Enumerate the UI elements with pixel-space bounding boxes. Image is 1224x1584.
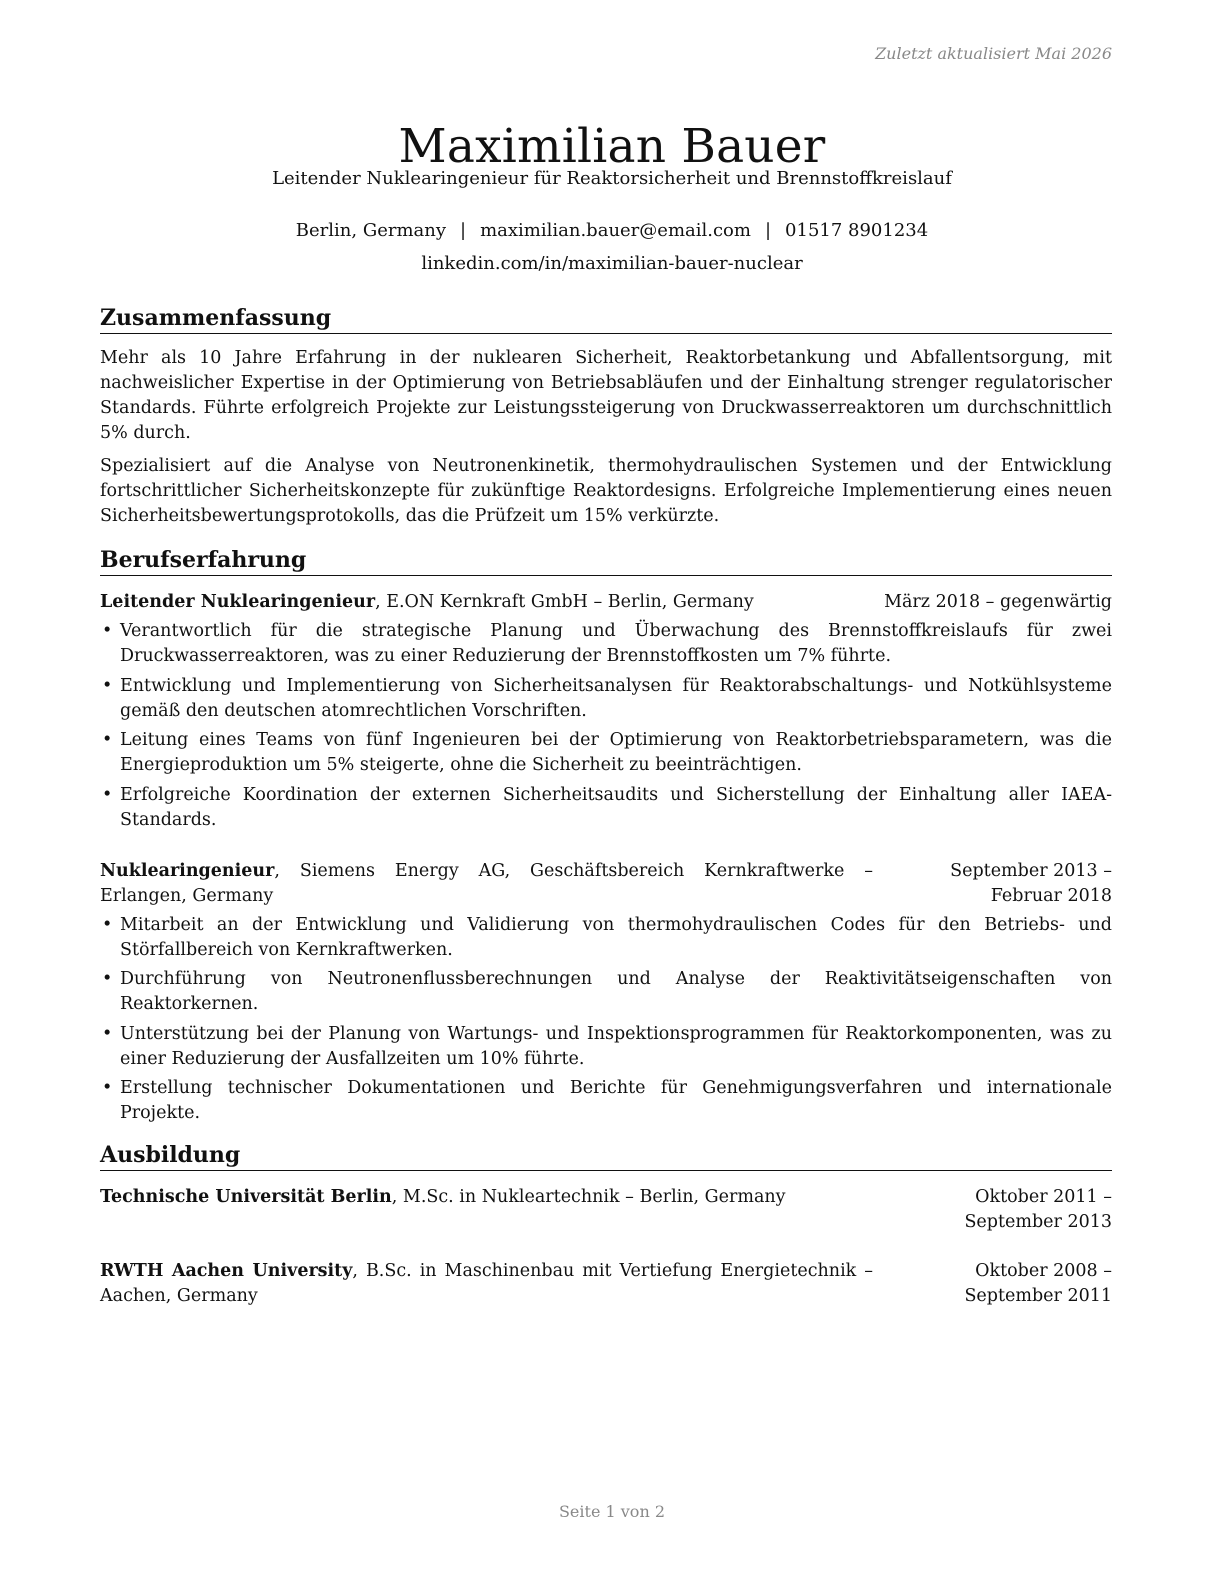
job-entry (100, 859, 1112, 1127)
experience-section (100, 547, 1112, 1126)
separator: | (460, 220, 467, 241)
education-school: Technische Universität Berlin (100, 1187, 392, 1207)
separator: | (764, 220, 772, 241)
job-org: , Siemens Energy AG, Geschäftsbereich Kernkraftwerke – Erlangen, Germany (100, 860, 873, 906)
education-detail: , M.Sc. in Nukleartechnik – Berlin, Germany (391, 1187, 786, 1207)
job-org: , E.ON Kernkraft GmbH – Berlin, Germany (375, 592, 754, 612)
list-item: • Durchführung von Neutronenflussberechnungen und Analyse der Reaktivitätseigenschaften von Reaktorkernen. (100, 967, 1112, 1017)
education-detail: , B.Sc. in Maschinenbau mit Vertiefung Energietechnik – Aachen, Germany (100, 1261, 873, 1306)
education-dates: Oktober 2011 – September 2013 (964, 1187, 1112, 1232)
resume-content (100, 305, 1112, 1309)
job-entry (100, 590, 1112, 833)
phone-number: 01517 8901234 (785, 220, 929, 241)
job-bullets (100, 913, 1112, 1127)
section-title-experience: Berufserfahrung (100, 547, 1112, 576)
list-item: • Leitung eines Teams von fünf Ingenieuren bei der Optimierung von Reaktorbetriebsparametern, was die Energieproduktion um 5% steigerte, ohne die Sicherheit zu beeinträchtigen. (100, 728, 1112, 778)
education-dates: Oktober 2008 – September 2011 (964, 1261, 1112, 1306)
candidate-name: Maximilian Bauer (398, 119, 826, 175)
email-link[interactable]: maximilian.bauer@email.com (480, 220, 751, 241)
summary-paragraph: Mehr als 10 Jahre Erfahrung in der nuklearen Sicherheit, Reaktorbetankung und Abfallentsorgung, mit nachweislicher Expertise in der Optimierung von Betriebsabläufen und der Einhaltung strenger regulatorischer Standards. Führte erfolgreich Projekte zur Leistungssteigerung von Druckwasserreaktoren um durchschnittlich 5% durch. (100, 348, 1112, 443)
list-item: • Erstellung technischer Dokumentationen und Berichte für Genehmigungsverfahren und internationale Projekte. (100, 1076, 1112, 1126)
summary-section (100, 305, 1112, 529)
list-item: • Erfolgreiche Koordination der externen Sicherheitsaudits und Sicherstellung der Einhaltung aller IAEA-Standards. (100, 783, 1112, 833)
page-number: Seite 1 von 2 (558, 1502, 666, 1521)
job-bullets (100, 619, 1112, 833)
list-item: • Verantwortlich für die strategische Planung und Überwachung des Brennstoffkreislaufs für zwei Druckwasserreaktoren, was zu einer Reduzierung der Brennstoffkosten um 7% führte. (100, 619, 1112, 669)
job-dates: März 2018 – gegenwärtig (884, 592, 1112, 612)
job-header (100, 590, 1112, 615)
location: Berlin, Germany (295, 220, 447, 241)
linkedin-link[interactable]: linkedin.com/in/maximilian-bauer-nuclear (421, 253, 803, 274)
education-entry (100, 1259, 1112, 1309)
job-header (100, 859, 1112, 909)
job-dates: September 2013 – Februar 2018 (950, 860, 1112, 906)
education-section (100, 1142, 1112, 1309)
section-title-education: Ausbildung (100, 1142, 1112, 1171)
job-role: Nuklearingenieur (100, 860, 275, 881)
list-item: • Mitarbeit an der Entwicklung und Validierung von thermohydraulischen Codes für den Betriebs- und Störfallbereich von Kernkraftwerken. (100, 913, 1112, 963)
last-updated: Zuletzt aktualisiert Mai 2026 (875, 44, 1112, 63)
contact-line (0, 220, 1224, 241)
list-item: • Unterstützung bei der Planung von Wartungs- und Inspektionsprogrammen für Reaktorkomponenten, was zu einer Reduzierung der Ausfallzeiten um 10% führte. (100, 1022, 1112, 1072)
education-entry (100, 1185, 1112, 1235)
list-item: • Entwicklung und Implementierung von Sicherheitsanalysen für Reaktorabschaltungs- und Notkühlsysteme gemäß den deutschen atomrechtlichen Vorschriften. (100, 674, 1112, 724)
summary-paragraph: Spezialisiert auf die Analyse von Neutronenkinetik, thermohydraulischen Systemen und der Entwicklung fortschrittlicher Sicherheitskonzepte für zukünftige Reaktordesigns. Erfolgreiche Implementierung eines neuen Sicherheitsbewertungsprotokolls, das die Prüfzeit um 15% verkürzte. (100, 456, 1112, 526)
tagline: Leitender Nuklearingenieur für Reaktorsicherheit und Brennstoffkreislauf (272, 168, 952, 189)
job-role: Leitender Nuklearingenieur (100, 592, 376, 612)
section-title-summary: Zusammenfassung (100, 305, 1112, 334)
education-school: RWTH Aachen University (100, 1261, 353, 1281)
